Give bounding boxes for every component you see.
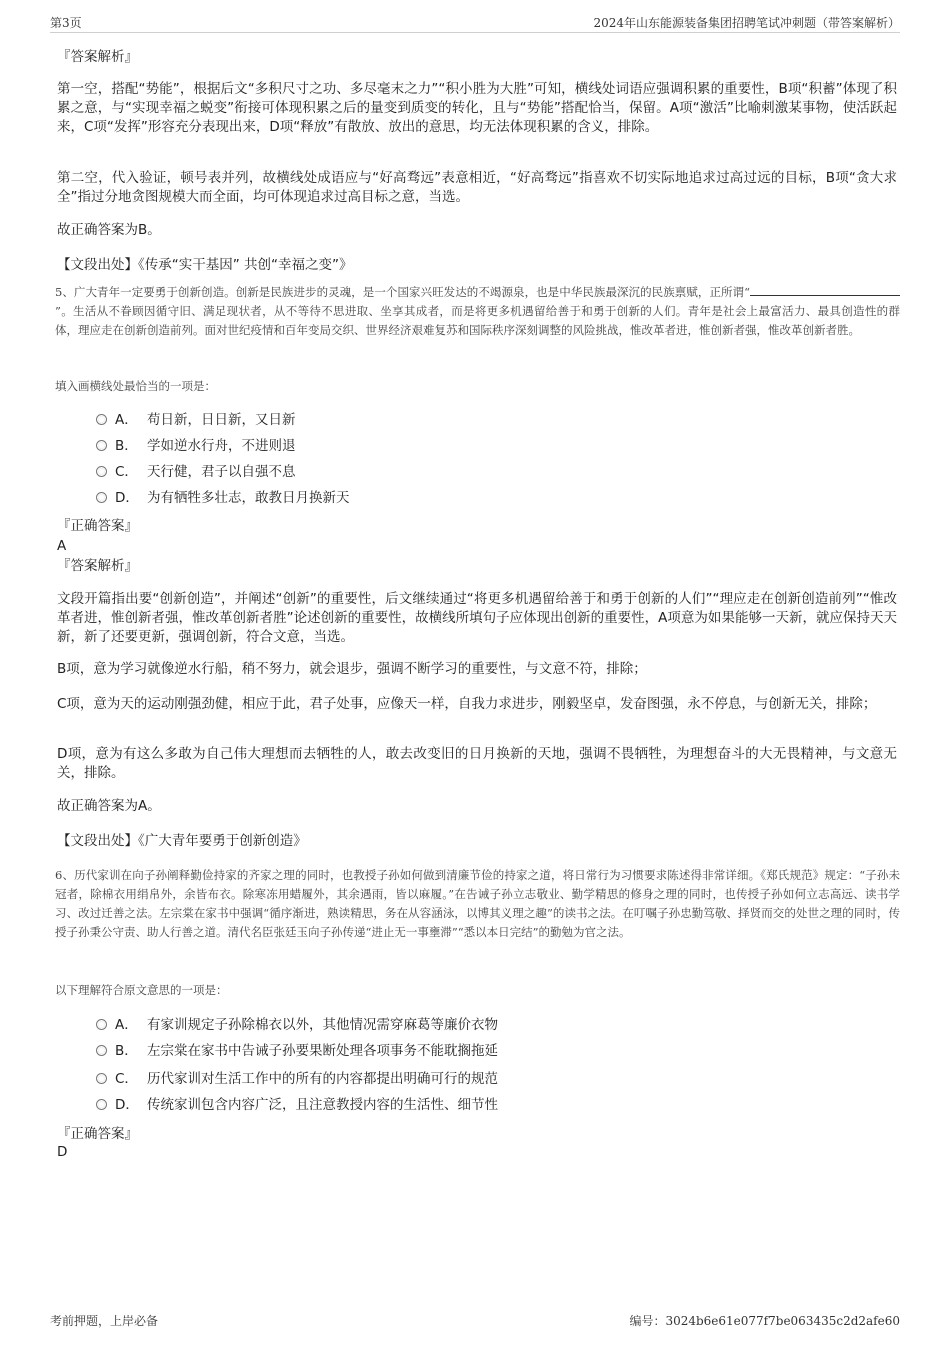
radio-button[interactable] xyxy=(96,440,107,451)
q5-source: 【文段出处】《广大青年要勇于创新创造》 xyxy=(57,833,307,849)
footer-slogan: 考前押题，上岸必备 xyxy=(50,1314,159,1328)
radio-button[interactable] xyxy=(96,466,107,477)
q5-analysis-paragraph-2: B项，意为学习就像逆水行船，稍不努力，就会退步，强调不断学习的重要性，与文意不符，排除； xyxy=(57,661,647,677)
page-header xyxy=(50,10,900,33)
code-value: 3024b6e61e077f7be063435c2d2afe60 xyxy=(665,1314,900,1328)
q6-option-d[interactable] xyxy=(96,1094,498,1116)
page-footer xyxy=(50,1312,900,1330)
q5-option-c[interactable] xyxy=(96,461,296,483)
q5-stem-after: ”。生活从不眷顾因循守旧、满足现状者，从不等待不思进取、坐享其成者，而是将更多机遇留给善于和勇于创新的人们。青年是社会上最富活力、最具创造性的群体，理应走在创新创造前列。面对世纪疫情和百年变局交织、世界经济艰难复苏和国际秩序深刻调整的风险挑战，惟改革者进，惟创新者强，惟改革创新者胜。 xyxy=(55,304,900,337)
q5-option-a[interactable] xyxy=(96,409,296,431)
q5-analysis-paragraph-4: D项，意为有这么多敢为自己伟大理想而去牺牲的人，敢去改变旧的日月换新的天地，强调不畏牺牲，为理想奋斗的大无畏精神，与文意无关，排除。 xyxy=(57,746,897,781)
radio-button[interactable] xyxy=(96,1099,107,1110)
code-label: 编号： xyxy=(629,1314,666,1328)
q4-source: 【文段出处】《传承“实干基因” 共创“幸福之变”》 xyxy=(57,257,353,273)
q6-option-b[interactable] xyxy=(96,1040,498,1062)
q5-analysis-label: 『答案解析』 xyxy=(57,558,138,574)
q6-answer-label: 『正确答案』 xyxy=(57,1126,138,1142)
q5-stem xyxy=(55,283,900,340)
q5-analysis-paragraph-3: C项，意为天的运动刚强劲健，相应于此，君子处事，应像天一样，自我力求进步，刚毅坚卓，发奋图强，永不停息，与创新无关，排除； xyxy=(57,696,877,712)
radio-button[interactable] xyxy=(96,414,107,425)
radio-button[interactable] xyxy=(96,1045,107,1056)
radio-button[interactable] xyxy=(96,492,107,503)
option-text: 传统家训包含内容广泛，且注意教授内容的生活性、细节性 xyxy=(147,1097,498,1113)
option-text: 苟日新，日日新，又日新 xyxy=(147,412,296,428)
radio-button[interactable] xyxy=(96,1073,107,1084)
q4-analysis-label: 『答案解析』 xyxy=(57,49,138,65)
fill-blank xyxy=(750,283,900,296)
option-letter: D． xyxy=(115,1097,139,1113)
option-letter: B． xyxy=(115,438,138,454)
q4-conclusion: 故正确答案为B。 xyxy=(57,222,161,238)
page-number: 第3页 xyxy=(50,16,82,30)
option-letter: A． xyxy=(115,412,138,428)
q4-analysis-paragraph-2: 第二空，代入验证，顿号表并列，故横线处成语应与“好高骛远”表意相近，“好高骛远”指喜欢不切实际地追求过高过远的目标，B项“贪大求全”指过分地贪图规模大而全面，均可体现追求过高目标之意，当选。 xyxy=(57,170,897,205)
option-text: 天行健，君子以自强不息 xyxy=(147,464,296,480)
q6-option-c[interactable] xyxy=(96,1068,498,1090)
radio-button[interactable] xyxy=(96,1019,107,1030)
q6-answer: D xyxy=(57,1144,68,1160)
q6-option-a[interactable] xyxy=(96,1014,498,1036)
q5-option-b[interactable] xyxy=(96,435,296,457)
q5-answer: A xyxy=(57,538,67,554)
q6-stem: 6、历代家训在向子孙阐释勤俭持家的齐家之理的同时，也教授子孙如何做到清廉节俭的持家之道，将日常行为习惯要求陈述得非常详细。《郑氏规范》规定：“子孙未冠者，除棉衣用绢帛外，余皆布衣。除寒冻用蜡履外，其余遇雨，皆以麻履。”在告诫子孙立志敬业、勤学精思的修身之理的同时，也传授子孙如何立志高远、读书学习、改过迁善之法。左宗棠在家书中强调“循序渐进，熟读精思，务在从容涵泳，以博其义理之趣”的读书之法。在叮嘱子孙忠勤笃敬、择贤而交的处世之理的同时，传授子孙秉公守责、助人行善之道。清代名臣张廷玉向子孙传递“进止无一事壅滞”“悉以本日完结”的勤勉为官之法。 xyxy=(55,868,900,939)
document-title: 2024年山东能源装备集团招聘笔试冲刺题（带答案解析） xyxy=(593,16,900,30)
option-text: 为有牺牲多壮志，敢教日月换新天 xyxy=(147,490,350,506)
option-text: 历代家训对生活工作中的所有的内容都提出明确可行的规范 xyxy=(147,1071,498,1087)
option-text: 学如逆水行舟，不进则退 xyxy=(147,438,296,454)
option-letter: B． xyxy=(115,1043,138,1059)
option-letter: C． xyxy=(115,464,138,480)
option-letter: C． xyxy=(115,1071,138,1087)
q5-prompt: 填入画横线处最恰当的一项是： xyxy=(55,379,216,393)
q5-conclusion: 故正确答案为A。 xyxy=(57,798,161,814)
option-letter: A． xyxy=(115,1017,138,1033)
q5-answer-label: 『正确答案』 xyxy=(57,518,138,534)
document-code xyxy=(629,1312,900,1329)
option-text: 左宗棠在家书中告诫子孙要果断处理各项事务不能耽搁拖延 xyxy=(147,1043,498,1059)
q5-stem-before: 5、广大青年一定要勇于创新创造。创新是民族进步的灵魂，是一个国家兴旺发达的不竭源泉，也是中华民族最深沉的民族禀赋，正所谓“ xyxy=(55,285,750,299)
option-text: 有家训规定子孙除棉衣以外，其他情况需穿麻葛等廉价衣物 xyxy=(147,1017,498,1033)
q5-option-d[interactable] xyxy=(96,487,350,509)
q6-prompt: 以下理解符合原文意思的一项是： xyxy=(55,983,228,997)
q4-analysis-paragraph-1: 第一空，搭配“势能”，根据后文“多积尺寸之功、多尽毫末之力”“积小胜为大胜”可知，横线处词语应强调积累的重要性，B项“积蓄”体现了积累之意，与“实现幸福之蜕变”衔接可体现积累之后的量变到质变的转化，且与“势能”搭配恰当，保留。A项“激活”比喻刺激某事物，使活跃起来，C项“发挥”形容充分表现出来，D项“释放”有散放、放出的意思，均无法体现积累的含义，排除。 xyxy=(57,81,897,135)
option-letter: D． xyxy=(115,490,139,506)
q5-analysis-paragraph-1: 文段开篇指出要“创新创造”，并阐述“创新”的重要性，后文继续通过“将更多机遇留给善于和勇于创新的人们”“理应走在创新创造前列”“惟改革者进，惟创新者强，惟改革创新者胜”论述创新的重要性，故横线所填句子应体现出创新的重要性，A项意为如果能够一天新，就应保持天天新，新了还要更新，强调创新，符合文意，当选。 xyxy=(57,591,897,645)
